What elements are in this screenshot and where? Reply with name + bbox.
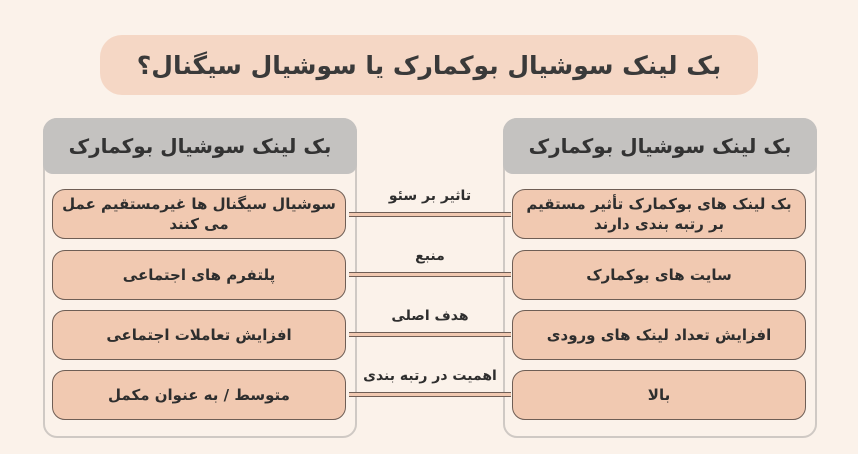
left-cell-main-goal: افزایش تعاملات اجتماعی xyxy=(52,310,346,360)
connector-line-main-goal xyxy=(349,332,511,337)
left-cell-seo-impact: سوشیال سیگنال ها غیرمستقیم عمل می کنند xyxy=(52,189,346,239)
connector-line-seo-impact xyxy=(349,212,511,217)
right-cell-ranking-importance: بالا xyxy=(512,370,806,420)
right-column-header: بک لینک سوشیال بوکمارک xyxy=(503,118,817,174)
connector-line-source xyxy=(349,272,511,277)
right-cell-seo-impact: بک لینک های بوکمارک تأثیر مستقیم بر رتبه بندی دارند xyxy=(512,189,806,239)
diagram-title: بک لینک سوشیال بوکمارک یا سوشیال سیگنال؟ xyxy=(100,35,758,95)
connector-line-ranking-importance xyxy=(349,392,511,397)
left-cell-ranking-importance: متوسط / به عنوان مکمل xyxy=(52,370,346,420)
connector-label-ranking-importance: اهمیت در رتبه بندی xyxy=(363,368,497,384)
connector-label-seo-impact: تاثیر بر سئو xyxy=(388,188,472,204)
right-cell-main-goal: افزایش تعداد لینک های ورودی xyxy=(512,310,806,360)
left-column-header: بک لینک سوشیال بوکمارک xyxy=(43,118,357,174)
right-cell-source: سایت های بوکمارک xyxy=(512,250,806,300)
connector-label-source: منبع xyxy=(415,248,445,264)
left-cell-source: پلتفرم های اجتماعی xyxy=(52,250,346,300)
left-column xyxy=(43,118,357,438)
right-column xyxy=(503,118,817,438)
connector-label-main-goal: هدف اصلی xyxy=(391,308,469,324)
